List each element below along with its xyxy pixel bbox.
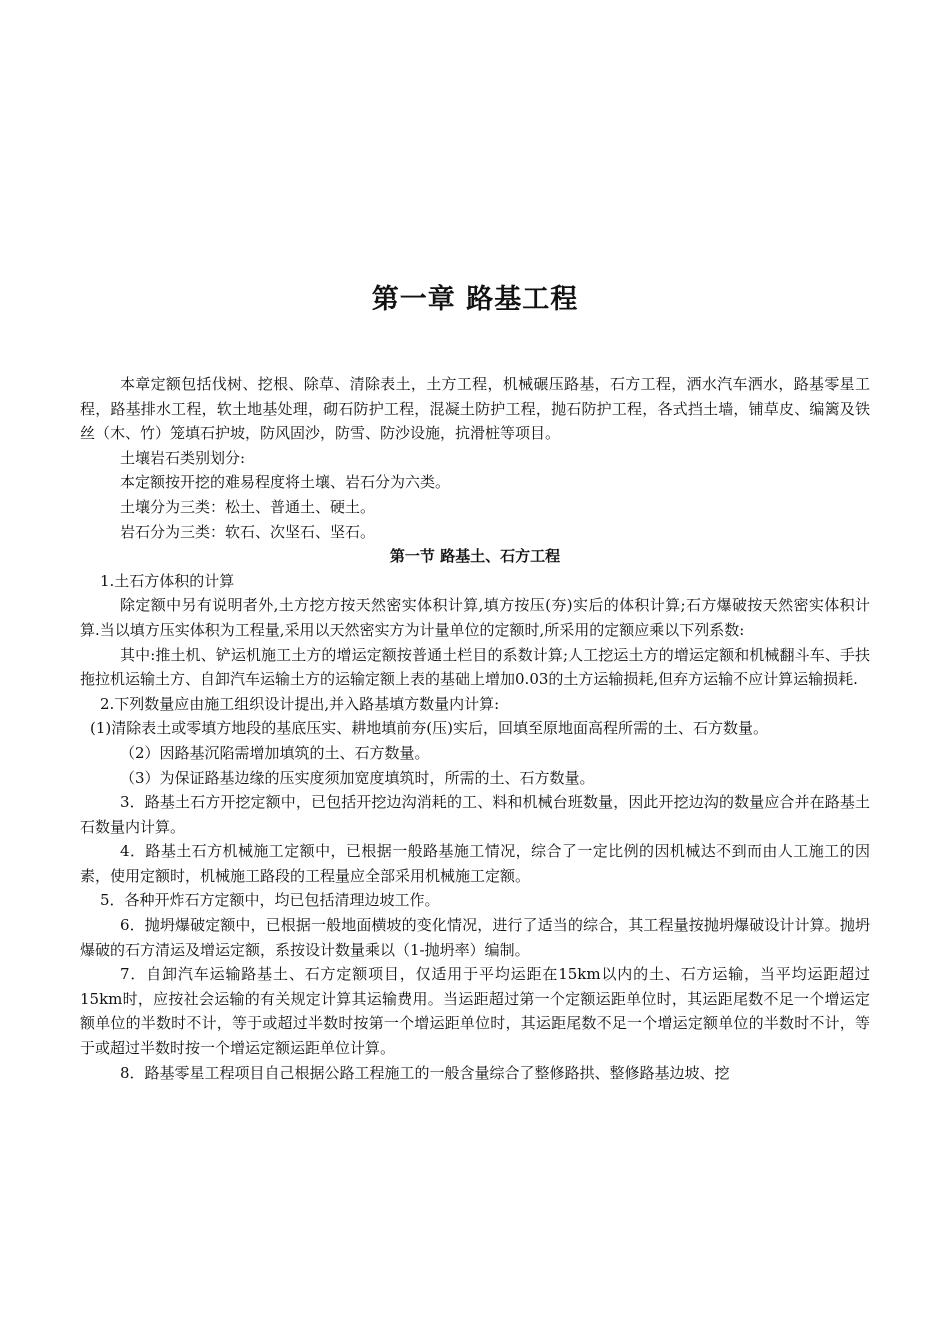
- chapter-title: 第一章 路基工程: [371, 284, 579, 315]
- item-1-heading: 1.土石方体积的计算: [100, 571, 235, 590]
- item-7-paragraph: 7．自卸汽车运输路基土、石方定额项目，仅适用于平均运距在15km以内的土、石方运输，当平均运距超过15km时，应按社会运输的有关规定计算其运输费用。当运距超过第一个定额运距单位时，其运距尾数不足一个增运定额单位的半数时不计，等于或超过半数时按第一个增运距单位时，其运距尾数不足一个增运定额单位的半数时不计，等于或超过半数时按一个增运定额运距单位计算。: [80, 965, 870, 1058]
- item-1-paragraph: 除定额中另有说明者外,土方挖方按天然密实体积计算,填方按压(夯)实后的体积计算;石方爆破按天然密实体积计算.当以填方压实体积为工程量,采用以天然密实方为计量单位的定额时,所采用的定额应乘以下列系数:: [80, 596, 870, 639]
- item-4-paragraph: 4．路基土石方机械施工定额中，已根据一般路基施工情况，综合了一定比例的因机械达不到而由人工施工的因素，使用定额时，机械施工路段的工程量应全部采用机械施工定额。: [80, 842, 870, 885]
- classification-paragraph: 本定额按开挖的难易程度将土壤、岩石分为六类。: [120, 473, 451, 492]
- item-2-sub-2: （2）因路基沉陷需增加填筑的土、石方数量。: [120, 743, 430, 762]
- soil-classes-paragraph: 土壤分为三类：松土、普通土、硬土。: [120, 497, 376, 516]
- item-6-paragraph: 6．抛坍爆破定额中，已根据一般地面横坡的变化情况，进行了适当的综合，其工程量按抛坍爆破设计计算。抛坍爆破的石方清运及增运定额，系按设计数量乘以（1-抛坍率）编制。: [80, 916, 870, 959]
- item-5-paragraph: 5．各种开炸石方定额中，均已包括清理边坡工作。: [100, 891, 440, 910]
- item-1-note-paragraph: 其中:推土机、铲运机施工土方的增运定额按普通土栏目的系数计算;人工挖运土方的增运定额和机械翻斗车、手扶拖拉机运输土方、自卸汽车运输土方的运输定额上表的基础上增加0.03的土方运输损耗,但弃方运输不应计算运输损耗.: [80, 645, 870, 689]
- item-2-sub-3: （3）为保证路基边缘的压实度须加宽度填筑时，所需的土、石方数量。: [120, 768, 595, 787]
- item-3-paragraph: 3．路基土石方开挖定额中，已包括开挖边沟消耗的工、料和机械台班数量，因此开挖边沟的数量应合并在路基土石数量内计算。: [80, 793, 870, 836]
- item-2-heading: 2.下列数量应由施工组织设计提出,并入路基填方数量内计算:: [100, 694, 500, 713]
- rock-classes-paragraph: 岩石分为三类：软石、次坚石、坚石。: [120, 522, 376, 541]
- item-2-sub-1: (1)清除表土或零填方地段的基底压实、耕地填前夯(压)实后，回填至原地面高程所需的土、石方数量。: [90, 719, 768, 738]
- classification-heading: 土壤岩石类别划分:: [120, 448, 246, 467]
- section-title: 第一节 路基土、石方工程: [389, 547, 561, 566]
- document-body: [80, 372, 870, 1085]
- item-8-paragraph: 8．路基零星工程项目自己根据公路工程施工的一般含量综合了整修路拱、整修路基边坡、挖: [120, 1063, 730, 1082]
- document-page: [80, 0, 870, 1344]
- intro-paragraph: 本章定额包括伐树、挖根、除草、清除表土，土方工程，机械碾压路基，石方工程，洒水汽车洒水，路基零星工程，路基排水工程，软土地基处理，砌石防护工程，混凝土防护工程，抛石防护工程，各式挡土墙，铺草皮、编篱及铁丝（木、竹）笼填石护坡，防风固沙，防雪、防沙设施，抗滑桩等项目。: [80, 375, 870, 443]
